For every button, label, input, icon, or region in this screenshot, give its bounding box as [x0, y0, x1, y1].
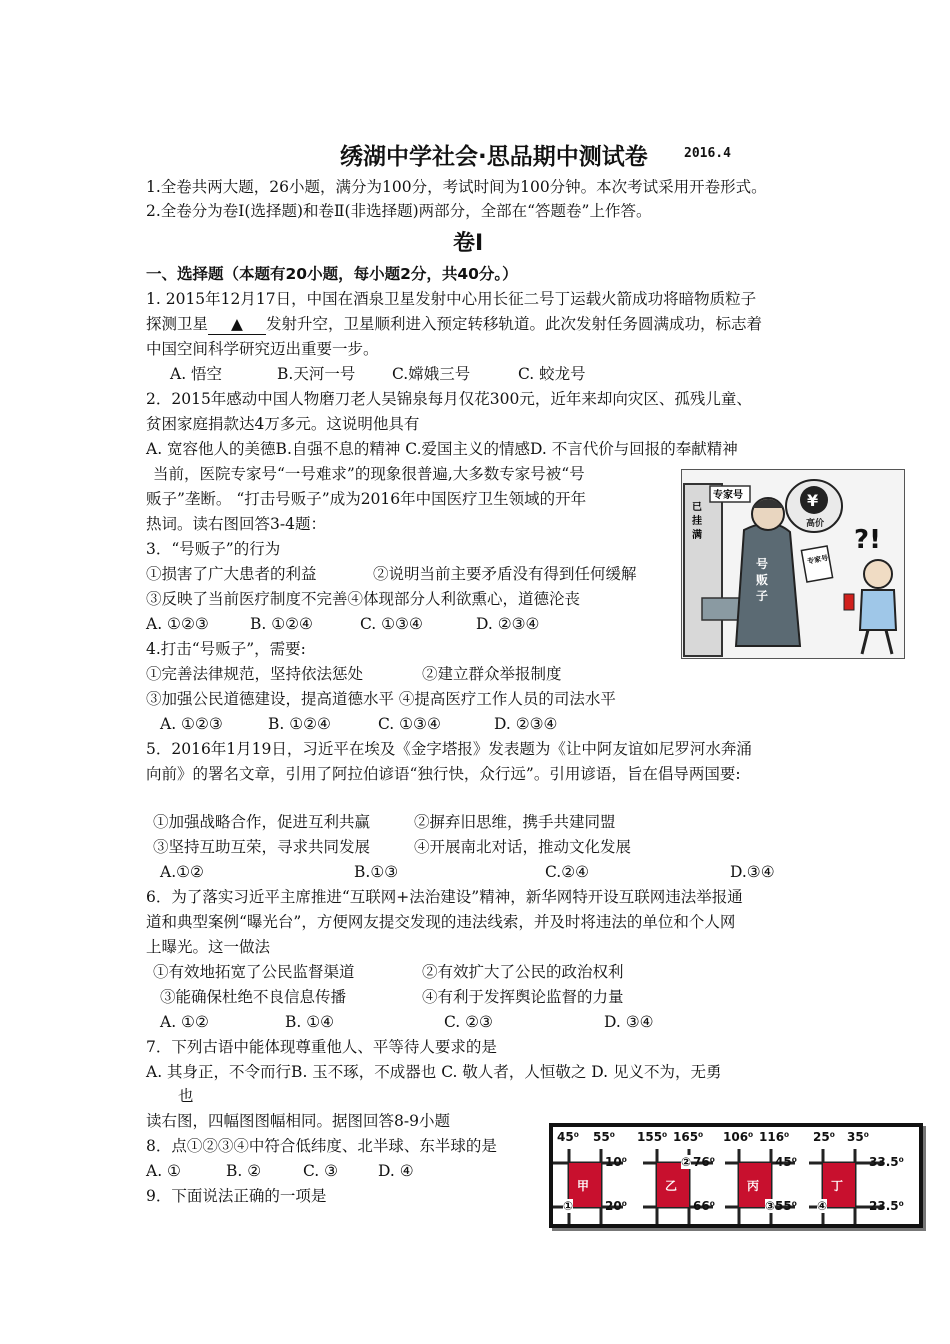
coat-label-1: 号 — [756, 557, 769, 571]
q3-option-d: D. ②③④ — [476, 615, 540, 633]
q5-option-b: B.①③ — [354, 863, 399, 881]
lat-label-23-5: 23.5⁰ — [869, 1199, 904, 1213]
lat-label-45: 45⁰ — [775, 1155, 797, 1169]
point-1: ① — [563, 1199, 574, 1213]
q4-option-a: A. ①②③ — [160, 715, 223, 733]
panel-label-bing: 丙 — [747, 1179, 760, 1193]
point-2: ② — [681, 1155, 692, 1169]
panel-label-jia: 甲 — [577, 1179, 590, 1193]
sign-left-1: 已 — [692, 502, 702, 513]
q34-intro-3: 热词。读右图回答3-4题： — [146, 515, 326, 533]
q1-option-b: B.天河一号 — [277, 365, 356, 383]
coat-label-2: 贩 — [756, 573, 769, 587]
q5-statement-2: ②摒弃旧思维，携手共建同盟 — [414, 813, 616, 831]
coat-label-3: 子 — [756, 589, 769, 603]
section-heading: 一、选择题（本题有20小题，每小题2分，共40分。） — [146, 265, 518, 283]
lon-label-106: 106⁰ — [723, 1130, 754, 1144]
sign-left-2: 挂 — [692, 516, 702, 527]
q5-line-1: 5．2016年1月19日，习近平在埃及《金字塔报》发表题为《让中阿友谊如尼罗河水奔涌 — [146, 740, 752, 758]
q89-intro: 读右图，四幅图图幅相同。据图回答8-9小题 — [146, 1112, 450, 1130]
answer-blank: ▲ — [208, 314, 266, 335]
q2-options: A. 宽容他人的美德B.自强不息的精神 C.爱国主义的情感D. 不言代价与回报的奉献精神 — [146, 440, 738, 458]
scalper-cartoon — [681, 469, 905, 659]
q3-option-c: C. ①③④ — [360, 615, 423, 633]
exam-title: 绣湖中学社会·思品期中测试卷 — [340, 144, 648, 170]
q5-statement-1: ①加强战略合作，促进互利共赢 — [153, 813, 371, 831]
lat-label-76: 76⁰ — [693, 1155, 715, 1169]
lon-label-155: 155⁰ — [637, 1130, 668, 1144]
lat-label-55: 55⁰ — [775, 1199, 797, 1213]
point-3: ③ — [765, 1199, 776, 1213]
q6-option-d: D. ③④ — [604, 1013, 654, 1031]
q4-statement-3: ③加强公民道德建设，提高道德水平 ④提高医疗工作人员的司法水平 — [146, 690, 616, 708]
point-4: ④ — [817, 1199, 828, 1213]
q7-options-wrap: 也 — [178, 1087, 194, 1105]
q1-option-a: A. 悟空 — [170, 365, 223, 383]
q8-option-d: D. ④ — [378, 1162, 414, 1180]
exam-note-1: 1.全卷共两大题，26小题，满分为100分，考试时间为100分钟。本次考试采用开卷形式。 — [146, 178, 767, 196]
q6-option-a: A. ①② — [160, 1013, 209, 1031]
q1-line-2a: 探测卫星 — [146, 315, 209, 333]
exam-date: 2016.4 — [684, 146, 731, 161]
lon-label-45: 45⁰ — [557, 1130, 579, 1144]
q3-statement-3: ③反映了当前医疗制度不完善④体现部分人利欲熏心，道德沦丧 — [146, 590, 581, 608]
q8-option-a: A. ① — [146, 1162, 181, 1180]
q9-stem: 9．下面说法正确的一项是 — [146, 1187, 327, 1205]
q4-statement-2: ②建立群众举报制度 — [422, 665, 562, 683]
q4-option-b: B. ①②④ — [268, 715, 331, 733]
lon-label-25: 25⁰ — [813, 1130, 835, 1144]
q1-line-1: 1. 2015年12月17日，中国在酒泉卫星发射中心用长征二号丁运载火箭成功将暗物质粒子 — [146, 290, 757, 308]
q2-line-2: 贫困家庭捐款达4万多元。这说明他具有 — [146, 415, 420, 433]
q5-line-2: 向前》的署名文章，引用了阿拉伯谚语“独行快，众行远”。引用谚语，旨在倡导两国要: — [146, 765, 741, 783]
q6-line-1: 6．为了落实习近平主席推进“互联网+法治建设”精神，新华网特开设互联网违法举报通 — [146, 888, 743, 906]
bubble-text: 高价 — [806, 519, 825, 529]
sign-left-3: 满 — [692, 530, 702, 541]
cartoon-drawing — [682, 470, 904, 658]
q8-stem: 8．点①②③④中符合低纬度、北半球、东半球的是 — [146, 1137, 497, 1155]
q3-statement-1: ①损害了广大患者的利益 — [146, 565, 317, 583]
q4-option-c: C. ①③④ — [378, 715, 441, 733]
q5-statement-3: ③坚持互助互荣，寻求共同发展 — [153, 838, 371, 856]
lon-label-165: 165⁰ — [673, 1130, 704, 1144]
lat-label-33-5: 33.5⁰ — [869, 1155, 904, 1169]
panel-label-yi: 乙 — [665, 1179, 678, 1193]
q3-statement-2: ②说明当前主要矛盾没有得到任何缓解 — [373, 565, 637, 583]
q6-line-2: 道和典型案例“曝光台”，方便网友提交发现的违法线索，并及时将违法的单位和个人网 — [146, 913, 736, 931]
q6-statement-4: ④有利于发挥舆论监督的力量 — [422, 988, 624, 1006]
exclaim-mark: ?! — [854, 525, 881, 555]
q5-option-d: D.③④ — [730, 863, 775, 881]
q6-statement-3: ③能确保杜绝不良信息传播 — [160, 988, 347, 1006]
q1-line-3: 中国空间科学研究迈出重要一步。 — [146, 340, 379, 358]
q3-stem: 3．“号贩子”的行为 — [146, 540, 281, 558]
yuan-symbol: ¥ — [807, 491, 819, 510]
sign-top: 专家号 — [713, 490, 743, 501]
panel-label-ding: 丁 — [831, 1179, 844, 1193]
q8-option-c: C. ③ — [303, 1162, 339, 1180]
latitude-grid-figure — [549, 1123, 923, 1228]
lat-label-20: 20⁰ — [605, 1199, 627, 1213]
q1-line-2b: 发射升空，卫星顺利进入预定转移轨道。此次发射任务圆满成功，标志着 — [266, 315, 763, 333]
lon-label-55: 55⁰ — [593, 1130, 615, 1144]
q6-line-3: 上曝光。这一做法 — [146, 938, 271, 956]
q1-line-2 — [146, 314, 762, 335]
q3-option-a: A. ①②③ — [146, 615, 209, 633]
counter-window — [684, 484, 722, 656]
q1-option-c: C.嫦娥三号 — [392, 365, 471, 383]
q5-option-a: A.①② — [160, 863, 204, 881]
q6-option-c: C. ②③ — [444, 1013, 493, 1031]
q5-option-c: C.②④ — [545, 863, 590, 881]
lon-label-35: 35⁰ — [847, 1130, 869, 1144]
ticket-label: 专家号 — [806, 554, 829, 566]
q7-options: A. 其身正，不令而行B. 玉不琢，不成器也 C. 敬人者，人恒敬之 D. 见义不为，无勇 — [146, 1063, 722, 1081]
q4-option-d: D. ②③④ — [494, 715, 558, 733]
q6-statement-2: ②有效扩大了公民的政治权利 — [422, 963, 624, 981]
volume-heading: 卷Ⅰ — [453, 231, 484, 256]
q34-intro-1: 当前，医院专家号“一号难求”的现象很普遍,大多数专家号被“号 — [153, 465, 585, 483]
q6-statement-1: ①有效地拓宽了公民监督渠道 — [153, 963, 355, 981]
q8-option-b: B. ② — [226, 1162, 262, 1180]
lat-label-66: 66⁰ — [693, 1199, 715, 1213]
q5-statement-4: ④开展南北对话，推动文化发展 — [414, 838, 632, 856]
exam-note-2: 2.全卷分为卷Ⅰ(选择题)和卷Ⅱ(非选择题)两部分，全部在“答题卷”上作答。 — [146, 202, 652, 220]
q4-statement-1: ①完善法律规范，坚持依法惩处 — [146, 665, 364, 683]
lon-label-116: 116⁰ — [759, 1130, 790, 1144]
q2-line-1: 2．2015年感动中国人物磨刀老人吴锦泉每月仅花300元，近年来却向灾区、孤残儿童、 — [146, 390, 752, 408]
q6-option-b: B. ①④ — [285, 1013, 335, 1031]
q7-stem: 7．下列古语中能体现尊重他人、平等待人要求的是 — [146, 1038, 497, 1056]
q1-option-d: C. 蛟龙号 — [518, 365, 586, 383]
q34-intro-2: 贩子”垄断。 “打击号贩子”成为2016年中国医疗卫生领域的开年 — [146, 490, 587, 508]
q3-option-b: B. ①②④ — [250, 615, 313, 633]
q4-stem: 4.打击“号贩子”，需要: — [146, 640, 306, 658]
lat-label-10: 10⁰ — [605, 1155, 627, 1169]
